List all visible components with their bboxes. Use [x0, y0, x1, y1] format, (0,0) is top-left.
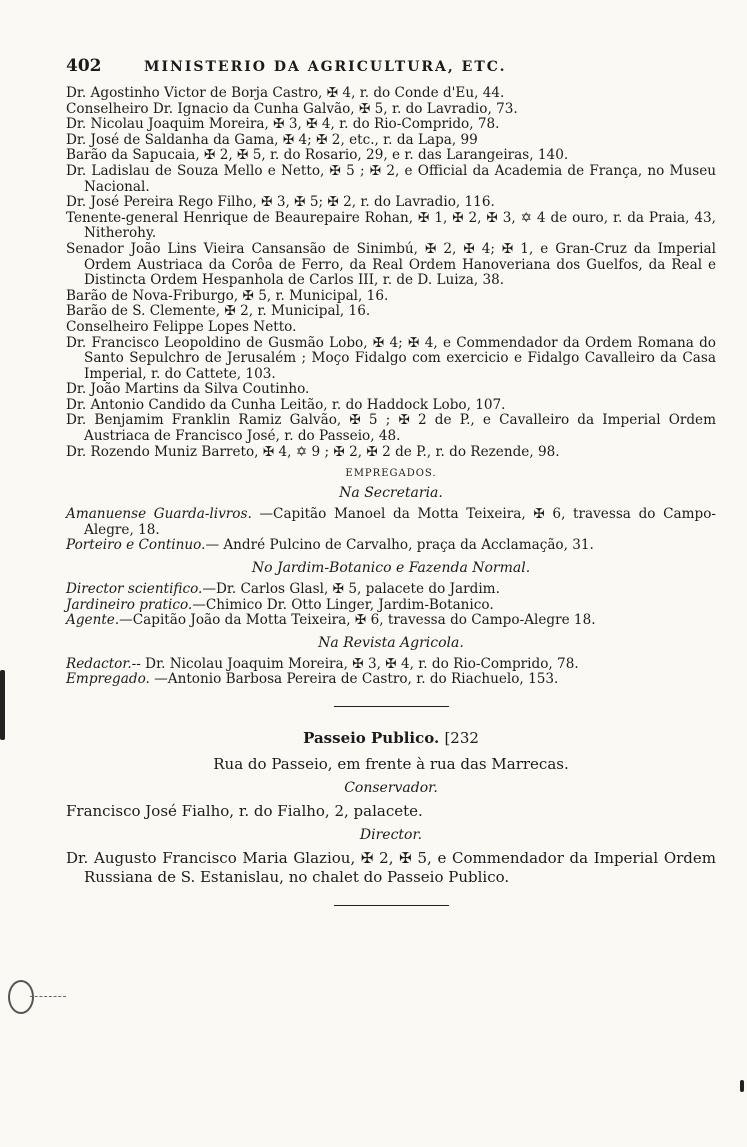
member-entry: Senador João Lins Vieira Cansansão de Sinimbú, ✠ 2, ✠ 4; ✠ 1, e Gran-Cruz da Imperial Ordem Austriaca da Corôa de Ferro, da Real Ordem Hanoveriana dos Guelfos, da Real e Distincta Ordem Hespanhola de Carlos III, r. de D. Luiza, 38.: [66, 240, 716, 289]
director-entry: Dr. Augusto Francisco Maria Glaziou, ✠ 2, ✠ 5, e Commendador da Imperial Ordem Russiana de S. Estanislau, no chalet do Passeio Publico.: [66, 849, 716, 886]
member-entry: Dr. Benjamim Franklin Ramiz Galvão, ✠ 5 ; ✠ 2 de P., e Cavalleiro da Imperial Ordem Austriaca de Francisco José, r. do Passeio, 48.: [66, 412, 716, 445]
member-entry: Dr. Nicolau Joaquim Moreira, ✠ 3, ✠ 4, r. do Rio-Comprido, 78.: [66, 116, 500, 133]
staff-entry: [66, 538, 716, 554]
margin-loop-mark: [8, 980, 34, 1014]
margin-speck: [740, 1080, 744, 1092]
staff-details: — André Pulcino de Carvalho, praça da Acclamação, 31.: [205, 537, 594, 554]
staff-details: —Antonio Barbosa Pereira de Castro, r. do Riachuelo, 153.: [149, 671, 559, 688]
member-entry: Dr. José Pereira Rego Filho, ✠ 3, ✠ 5; ✠ 2, r. do Lavradio, 116.: [66, 194, 495, 211]
staff-role: Director scientifico.: [66, 581, 203, 598]
staff-entry: [66, 598, 716, 614]
member-entry: Dr. Ladislau de Souza Mello e Netto, ✠ 5 ; ✠ 2, e Official da Academia de França, no Museu Nacional.: [66, 162, 716, 195]
staff-details: —Dr. Carlos Glasl, ✠ 5, palacete do Jardim.: [202, 581, 500, 598]
staff-details: —Chimico Dr. Otto Linger, Jardim-Botanico.: [192, 596, 494, 613]
staff-role: Porteiro e Continuo.: [66, 537, 206, 554]
margin-pointer-line: [30, 996, 66, 997]
member-entry: Conselheiro Felippe Lopes Netto.: [66, 318, 297, 335]
passeio-title: [66, 729, 716, 747]
member-entry: Dr. Antonio Candido da Cunha Leitão, r. do Haddock Lobo, 107.: [66, 396, 506, 413]
staff-role: Redactor.: [66, 655, 132, 672]
staff-details: —Capitão Manoel da Motta Teixeira, ✠ 6, travessa do Campo-Alegre, 18.: [84, 506, 716, 538]
document-page: [66, 56, 716, 906]
margin-ink-mark: [0, 670, 5, 740]
member-entry: Dr. Francisco Leopoldino de Gusmão Lobo, ✠ 4; ✠ 4, e Commendador da Ordem Romana do Santo Sepulchro de Jerusalém ; Moço Fidalgo com exercicio e Fidalgo Cavalleiro da Casa Imperial, r. do Cattete, 103.: [66, 334, 716, 382]
staff-entry: [66, 613, 716, 629]
staff-details: —Capitão João da Motta Teixeira, ✠ 6, travessa do Campo-Alegre 18.: [119, 612, 596, 629]
revista-heading: Na Revista Agricola.: [318, 634, 464, 651]
director-heading: Director.: [359, 827, 423, 843]
running-header: [66, 56, 716, 86]
jardim-heading: No Jardim-Botanico e Fazenda Normal.: [251, 560, 531, 577]
staff-role: Agente.: [66, 612, 120, 629]
staff-role: Jardineiro pratico.: [66, 596, 193, 613]
staff-details: -- Dr. Nicolau Joaquim Moreira, ✠ 3, ✠ 4, r. do Rio-Comprido, 78.: [131, 655, 579, 672]
members-list: [66, 86, 716, 460]
empregados-heading: EMPREGADOS.: [345, 468, 437, 480]
passeio-title-text: Passeio Publico.: [303, 729, 440, 747]
member-entry: Dr. José de Saldanha da Gama, ✠ 4; ✠ 2, etc., r. da Lapa, 99: [66, 131, 478, 148]
passeio-address: Rua do Passeio, em frente à rua das Marrecas.: [213, 755, 569, 773]
staff-entry: [66, 582, 716, 598]
staff-role: Amanuense Guarda-livros.: [66, 506, 252, 523]
member-entry: Tenente-general Henrique de Beaurepaire Rohan, ✠ 1, ✠ 2, ✠ 3, ✡ 4 de ouro, r. da Praia, 43, Nitherohy.: [66, 209, 716, 242]
member-entry: Dr. Rozendo Muniz Barreto, ✠ 4, ✡ 9 ; ✠ 2, ✠ 2 de P., r. do Rezende, 98.: [66, 443, 560, 460]
staff-role: Empregado.: [66, 671, 150, 688]
secretaria-heading: Na Secretaria.: [339, 485, 443, 502]
conservador-heading: Conservador.: [344, 780, 438, 796]
running-title: MINISTERIO DA AGRICULTURA, ETC.: [144, 59, 507, 75]
member-entry: Barão de S. Clemente, ✠ 2, r. Municipal, 16.: [66, 303, 371, 320]
member-entry: Conselheiro Dr. Ignacio da Cunha Galvão, ✠ 5, r. do Lavradio, 73.: [66, 100, 518, 117]
member-entry: Dr. Agostinho Victor de Borja Castro, ✠ 4, r. do Conde d'Eu, 44.: [66, 85, 505, 101]
member-entry: Barão da Sapucaia, ✠ 2, ✠ 5, r. do Rosario, 29, e r. das Larangeiras, 140.: [66, 147, 569, 164]
passeio-number: [232: [444, 729, 479, 747]
page-number: 402: [66, 56, 102, 76]
member-entry: Dr. João Martins da Silva Coutinho.: [66, 381, 310, 398]
staff-entry: [66, 672, 716, 688]
conservador-entry: Francisco José Fialho, r. do Fialho, 2, palacete.: [66, 802, 423, 820]
section-divider: [334, 706, 449, 707]
staff-entry: [66, 657, 716, 673]
member-entry: Barão de Nova-Friburgo, ✠ 5, r. Municipal, 16.: [66, 287, 389, 304]
bottom-divider: [334, 905, 449, 906]
staff-entry: [66, 507, 716, 538]
